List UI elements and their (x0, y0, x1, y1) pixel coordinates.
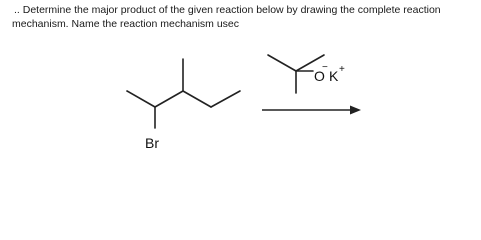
question-line-1: .. Determine the major product of the given reaction below by drawing the complete reaction (14, 4, 441, 16)
bromine-label: Br (145, 135, 159, 151)
potassium-label: K (329, 68, 339, 84)
arrow-head-icon (350, 106, 361, 115)
bond-c4-c5 (211, 91, 240, 107)
question-line-2: mechanism. Name the reaction mechanism usec (12, 18, 240, 30)
bond-c3-c4 (183, 91, 211, 107)
bond-c2-c3 (155, 91, 183, 107)
reactant-structure (127, 59, 240, 128)
tbu-methyl-left (268, 55, 296, 71)
bond-c1-c2 (127, 91, 155, 107)
oxygen-label: O (314, 68, 325, 84)
positive-charge: + (339, 64, 345, 75)
negative-charge: − (322, 62, 328, 73)
reaction-arrow (262, 106, 361, 115)
